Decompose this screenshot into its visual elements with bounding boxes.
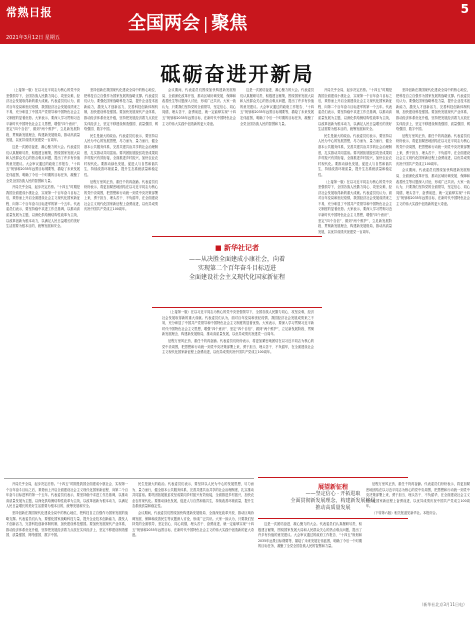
column-text: 征程万里风正劲，重任千钧再奋蹄。代表委员们纷纷表示，将更加紧密地团结在以习近平同志为核心的党中央周围，把思想和行动统一到党中央决策部署上来，勇于担当、埋头苦干、不负韶华，在全面建设社会主义现代化国家新征程上奋勇前进，以优异成绩庆祝中国共产党成立100周年。	[396, 133, 470, 166]
footer-credit: （新华社北京3月11日电）	[419, 602, 467, 607]
dateline: 2021年3月12日 星期五	[6, 35, 60, 41]
pull-quote-line: ——从决胜全面建成小康社会，向着	[188, 256, 285, 263]
text-column-1	[6, 88, 80, 473]
column-text: 会议期间，代表委员们围绕加快构建新发展格局、全面深化改革开放、推动区域协调发展、保障和改善民生等议题深入讨论，形成广泛共识。大家一致认为，只要我们坚持党的全面领导，坚定信心、同心同德，埋头苦干、奋勇前进，就一定能够实现“十四五”规划和2035年远景目标，在新时代中国特色社会主义的伟大实践中创造新的更大奇迹。	[396, 168, 470, 206]
column-text: 民生是最大的政治。代表委员们表示，要坚持以人民为中心的发展思想，尽力而为、量力而行，健全基本公共服务体系，完善共建共治共享的社会治理制度，扎实推动共同富裕。要巩固拓展脱贫攻坚成果同乡村振兴有效衔接，全面推进乡村振兴，加快农业农村现代化。要推动绿色发展，促进人与自然和谐共生，持续改善环境质量，提升生态系统质量和稳定性。	[318, 133, 392, 177]
column-text: （下转第六版）相关报道见新华社。本报综合。	[372, 510, 439, 515]
text-column-center-lower	[162, 310, 314, 473]
column-text: 这是一次团结奋进、凝心聚力的大会。代表委员们认真履职尽责，积极建言献策，围绕国家发展大局和人民群众关心的热点难点问题，提出了许多有价值的意见建议。大会审议通过的政府工作报告、“十四五”规划和2035年远景目标纲要等，描绘了未来发展宏伟蓝图，明确了今后一个时期的目标任务，凝聚了全党全国各族人民的智慧和力量。	[258, 522, 362, 549]
pull-quote-text	[156, 255, 318, 282]
pull-quote-box	[152, 236, 322, 308]
text-column-bottom-1	[6, 482, 128, 600]
column-text: 开局关乎全局，起步决定后势。“十四五”时期是我国全面建成小康社会、实现第一个百年奋斗目标之后，乘势而上开启全面建设社会主义现代化国家新征程、向第二个百年奋斗目标进军的第一个五年。代表委员们表示，要坚持稳中求进工作总基调，以推动高质量发展为主题，以深化供给侧结构性改革为主线，以改革创新为根本动力，以满足人民日益增长的美好生活需要为根本目的，统筹发展和安全。	[6, 185, 80, 229]
text-column-bottom-2	[132, 482, 254, 600]
column-text: 坚持创新在我国现代化建设全局中的核心地位，把科技自立自强作为国家发展的战略支撑。代表委员们认为，要强化国家战略科技力量，提升企业技术创新能力，激发人才创新活力，完善科技创新体制机制，加快建设科技强国。要加快发展现代产业体系，推动经济体系优化升级，坚持把发展经济着力点放在实体经济上，坚定不移建设制造强国、质量强国、网络强国、数字中国。	[84, 88, 158, 132]
section-main: 全国两会	[128, 13, 200, 34]
column-text: （上接第一版）在以习近平同志为核心的党中央坚强领导下，全国各族人民勠力同心、攻坚克难，经济社会发展取得新的重大成就。代表委员们认为，面对百年变局和世纪疫情，我国经济社会发展成绩来之不易，充分彰显了中国共产党领导和中国特色社会主义制度的显著优势。大家表示，要深入学习贯彻习近平新时代中国特色社会主义思想，增强“四个意识”、坚定“四个自信”、做到“两个维护”，立足新发展阶段、贯彻新发展理念、构建新发展格局，推动高质量发展，以优异成绩庆祝建党一百周年。	[162, 310, 314, 337]
subhead-line: 全面贯彻新发展理念，构建新发展格局	[290, 498, 376, 504]
column-text: 开局关乎全局，起步决定后势。“十四五”时期是我国全面建成小康社会、实现第一个百年奋斗目标之后，乘势而上开启全面建设社会主义现代化国家新征程、向第二个百年奋斗目标进军的第一个五年。代表委员们表示，要坚持稳中求进工作总基调，以推动高质量发展为主题，以深化供给侧结构性改革为主线，以改革创新为根本动力，以满足人民日益增长的美好生活需要为根本目的，统筹发展和安全。	[6, 482, 128, 509]
column-text: （上接第一版）在以习近平同志为核心的党中央坚强领导下，全国各族人民勠力同心、攻坚克难，经济社会发展取得新的重大成就。代表委员们认为，面对百年变局和世纪疫情，我国经济社会发展成绩来之不易，充分彰显了中国共产党领导和中国特色社会主义制度的显著优势。大家表示，要深入学习贯彻习近平新时代中国特色社会主义思想，增强“四个意识”、坚定“四个自信”、做到“两个维护”，立足新发展阶段、贯彻新发展理念、构建新发展格局，推动高质量发展，以优异成绩庆祝建党一百周年。	[6, 88, 80, 143]
text-column-4-top	[240, 88, 314, 233]
pull-quote-line: 实现第二个百年奋斗目标迈进	[197, 265, 276, 272]
article-headline: 砥砺奋进开新局	[160, 62, 315, 86]
pull-quote-title: ■ 新华社记者	[214, 243, 260, 252]
column-text: 这是一次团结奋进、凝心聚力的大会。代表委员们认真履职尽责，积极建言献策，围绕国家发展大局和人民群众关心的热点难点问题，提出了许多有价值的意见建议。大会审议通过的政府工作报告、“十四五”规划和2035年远景目标纲要等，描绘了未来发展宏伟蓝图，明确了今后一个时期的目标任务，凝聚了全党全国各族人民的智慧和力量。	[240, 88, 314, 126]
text-column-6	[396, 88, 470, 473]
subhead-title: 展望新征程	[317, 484, 348, 491]
column-text: 会议期间，代表委员们围绕加快构建新发展格局、全面深化改革开放、推动区域协调发展、保障和改善民生等议题深入讨论，形成广泛共识。大家一致认为，只要我们坚持党的全面领导，坚定信心、同心同德，埋头苦干、奋勇前进，就一定能够实现“十四五”规划和2035年远景目标，在新时代中国特色社会主义的伟大实践中创造新的更大奇迹。	[132, 510, 254, 538]
column-text: 坚持创新在我国现代化建设全局中的核心地位，把科技自立自强作为国家发展的战略支撑。代表委员们认为，要强化国家战略科技力量，提升企业技术创新能力，激发人才创新活力，完善科技创新体制机制，加快建设科技强国。要加快发展现代产业体系，推动经济体系优化升级，坚持把发展经济着力点放在实体经济上，坚定不移建设制造强国、质量强国、网络强国、数字中国。	[396, 88, 470, 132]
subhead-line: ——坚定信心 · 开拓进取	[305, 491, 361, 497]
column-text: 征程万里风正劲，重任千钧再奋蹄。代表委员们纷纷表示，将更加紧密地团结在以习近平同志为核心的党中央周围，把思想和行动统一到党中央决策部署上来，勇于担当、埋头苦干、不负韶华，在全面建设社会主义现代化国家新征程上奋勇前进，以优异成绩庆祝中国共产党成立100周年。	[162, 338, 314, 355]
text-column-3-top	[162, 88, 236, 233]
pull-quote-line: 全面建设社会主义现代化国家新征程	[188, 274, 285, 281]
text-column-5	[318, 88, 392, 473]
text-column-bottom-4	[366, 482, 470, 600]
page-number: 5	[460, 2, 469, 16]
column-text: 征程万里风正劲，重任千钧再奋蹄。代表委员们纷纷表示，将更加紧密地团结在以习近平同志为核心的党中央周围，把思想和行动统一到党中央决策部署上来，勇于担当、埋头苦干、不负韶华，在全面建设社会主义现代化国家新征程上奋勇前进，以优异成绩庆祝中国共产党成立100周年。	[366, 482, 470, 509]
column-text: 开局关乎全局，起步决定后势。“十四五”时期是我国全面建成小康社会、实现第一个百年奋斗目标之后，乘势而上开启全面建设社会主义现代化国家新征程、向第二个百年奋斗目标进军的第一个五年。代表委员们表示，要坚持稳中求进工作总基调，以推动高质量发展为主题，以深化供给侧结构性改革为主线，以改革创新为根本动力，以满足人民日益增长的美好生活需要为根本目的，统筹发展和安全。	[318, 88, 392, 132]
text-column-2	[84, 88, 158, 473]
masthead	[0, 0, 475, 44]
column-text: 民生是最大的政治。代表委员们表示，要坚持以人民为中心的发展思想，尽力而为、量力而行，健全基本公共服务体系，完善共建共治共享的社会治理制度，扎实推动共同富裕。要巩固拓展脱贫攻坚成果同乡村振兴有效衔接，全面推进乡村振兴，加快农业农村现代化。要推动绿色发展，促进人与自然和谐共生，持续改善环境质量，提升生态系统质量和稳定性。	[132, 482, 254, 509]
paper-name: 常熟日报	[6, 6, 52, 19]
text-column-bottom-3	[258, 522, 362, 600]
section-sub: 聚焦	[211, 13, 248, 34]
column-text: 会议期间，代表委员们围绕加快构建新发展格局、全面深化改革开放、推动区域协调发展、保障和改善民生等议题深入讨论，形成广泛共识。大家一致认为，只要我们坚持党的全面领导，坚定信心、同心同德，埋头苦干、奋勇前进，就一定能够实现“十四五”规划和2035年远景目标，在新时代中国特色社会主义的伟大实践中创造新的更大奇迹。	[162, 88, 236, 126]
subhead-line: 推动高质量发展	[315, 505, 351, 511]
section-divider	[4, 478, 254, 479]
column-text: 民生是最大的政治。代表委员们表示，要坚持以人民为中心的发展思想，尽力而为、量力而行，健全基本公共服务体系，完善共建共治共享的社会治理制度，扎实推动共同富裕。要巩固拓展脱贫攻坚成果同乡村振兴有效衔接，全面推进乡村振兴，加快农业农村现代化。要推动绿色发展，促进人与自然和谐共生，持续改善环境质量，提升生态系统质量和稳定性。	[84, 133, 158, 177]
column-text: 征程万里风正劲，重任千钧再奋蹄。代表委员们纷纷表示，将更加紧密地团结在以习近平同志为核心的党中央周围，把思想和行动统一到党中央决策部署上来，勇于担当、埋头苦干、不负韶华，在全面建设社会主义现代化国家新征程上奋勇前进，以优异成绩庆祝中国共产党成立100周年。	[84, 179, 158, 212]
column-text: （上接第一版）在以习近平同志为核心的党中央坚强领导下，全国各族人民勠力同心、攻坚克难，经济社会发展取得新的重大成就。代表委员们认为，面对百年变局和世纪疫情，我国经济社会发展成绩来之不易，充分彰显了中国共产党领导和中国特色社会主义制度的显著优势。大家表示，要深入学习贯彻习近平新时代中国特色社会主义思想，增强“四个意识”、坚定“四个自信”、做到“两个维护”，立足新发展阶段、贯彻新发展理念、构建新发展格局，推动高质量发展，以优异成绩庆祝建党一百周年。	[318, 179, 392, 234]
section-title	[128, 9, 247, 35]
column-text: 坚持创新在我国现代化建设全局中的核心地位，把科技自立自强作为国家发展的战略支撑。代表委员们认为，要强化国家战略科技力量，提升企业技术创新能力，激发人才创新活力，完善科技创新体制机制，加快建设科技强国。要加快发展现代产业体系，推动经济体系优化升级，坚持把发展经济着力点放在实体经济上，坚定不移建设制造强国、质量强国、网络强国、数字中国。	[6, 510, 128, 538]
column-text: 这是一次团结奋进、凝心聚力的大会。代表委员们认真履职尽责，积极建言献策，围绕国家发展大局和人民群众关心的热点难点问题，提出了许多有价值的意见建议。大会审议通过的政府工作报告、“十四五”规划和2035年远景目标纲要等，描绘了未来发展宏伟蓝图，明确了今后一个时期的目标任务，凝聚了全党全国各族人民的智慧和力量。	[6, 144, 80, 183]
section-separator: |	[203, 14, 209, 33]
